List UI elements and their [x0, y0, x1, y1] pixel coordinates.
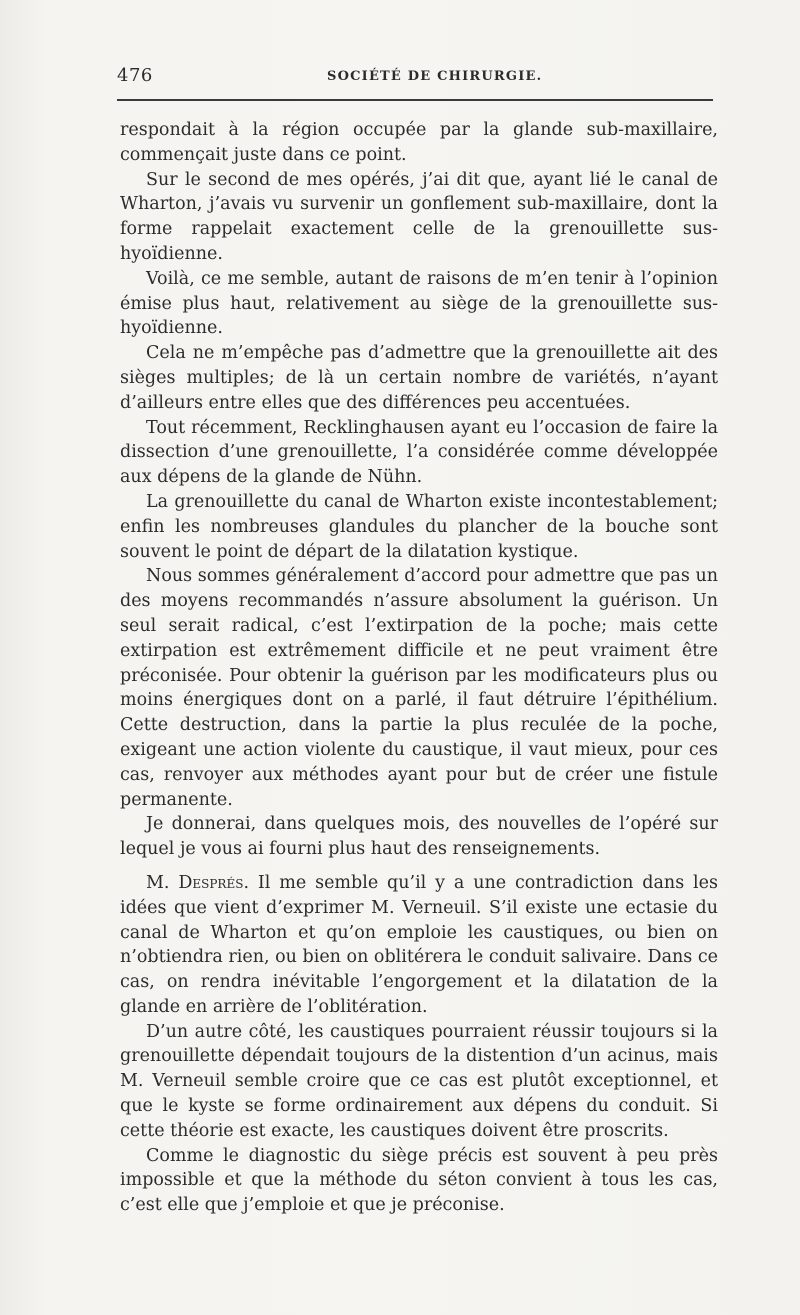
speech-paragraph-1: [120, 871, 718, 1020]
header-rule: [117, 99, 713, 101]
paragraph-8: Je donnerai, dans quelques mois, des nouvelles de l’opéré sur lequel je vous ai fourni plus haut des renseignements.: [120, 814, 718, 860]
paragraph-4: Cela ne m’empêche pas d’admettre que la grenouillette ait des sièges multiples; de là un certain nombre de variétés, n’ayant d’ailleurs entre elles que des différences peu accentuées.: [120, 343, 718, 413]
speech-paragraph-2: D’un autre côté, les caustiques pourraient réussir toujours si la grenouillette dépendait toujours de la distention d’un acinus, mais M. Verneuil semble croire que ce cas est plutôt exceptionnel, et que le kyste se forme ordinairement aux dépens du conduit. Si cette théorie est exacte, les caustiques doivent être proscrits.: [120, 1021, 718, 1141]
paragraph-3: Voilà, ce me semble, autant de raisons de m’en tenir à l’opinion émise plus haut, relativement au siège de la grenouillette sus-hyoïdienne.: [120, 268, 718, 339]
paragraph-5: Tout récemment, Recklinghausen ayant eu l’occasion de faire la dissection d’une grenouillette, l’a considérée comme développée aux dépens de la glande de Nühn.: [120, 417, 718, 488]
paragraph-1: respondait à la région occupée par la glande sub-maxillaire, commençait juste dans ce point.: [120, 120, 718, 165]
page-number: 476: [117, 65, 153, 86]
paragraph-2: Sur le second de mes opérés, j’ai dit que, ayant lié le canal de Wharton, j’avais vu survenir un gonflement sub-maxillaire, dont la forme rappelait exactement celle de la grenouillette sus-hyoïdienne.: [120, 169, 718, 264]
speech-text-1: Il me semble qu’il y a une contradiction dans les idées que vient d’exprimer M. Verneuil. S’il existe une ectasie du canal de Wharton et qu’on emploie les caustiques, ou bien on n’obtiendra rien, ou bien on oblitérera le conduit salivaire. Dans ce cas, on rendra inévitable l’engorgement et la dilatation de la glande en arrière de l’oblitération.: [120, 872, 718, 1017]
running-head: SOCIÉTÉ DE CHIRURGIE.: [327, 69, 543, 84]
speaker-name: M. Després.: [146, 872, 250, 893]
paragraph-7: Nous sommes généralement d’accord pour admettre que pas un des moyens recommandés n’assure absolument la guérison. Un seul serait radical, c’est l’extirpation de la poche; mais cette extirpation est extrêmement difficile et ne peut vraiment être préconisée. Pour obtenir la guérison par les modificateurs plus ou moins énergiques dont on a parlé, il faut détruire l’épithélium. Cette destruction, dans la partie la plus reculée de la poche, exigeant une action violente du caustique, il vaut mieux, pour ces cas, renvoyer aux méthodes ayant pour but de créer une fistule permanente.: [120, 566, 718, 810]
paragraph-6: La grenouillette du canal de Wharton existe incontestablement; enfin les nombreuses glandules du plancher de la bouche sont souvent le point de départ de la dilatation kystique.: [120, 491, 718, 562]
body-text: [120, 118, 718, 1218]
page-header: [117, 62, 717, 92]
speech-paragraph-3: Comme le diagnostic du siège précis est souvent à peu près impossible et que la méthode du séton convient à tous les cas, c’est elle que j’emploie et que je préconise.: [120, 1145, 718, 1216]
